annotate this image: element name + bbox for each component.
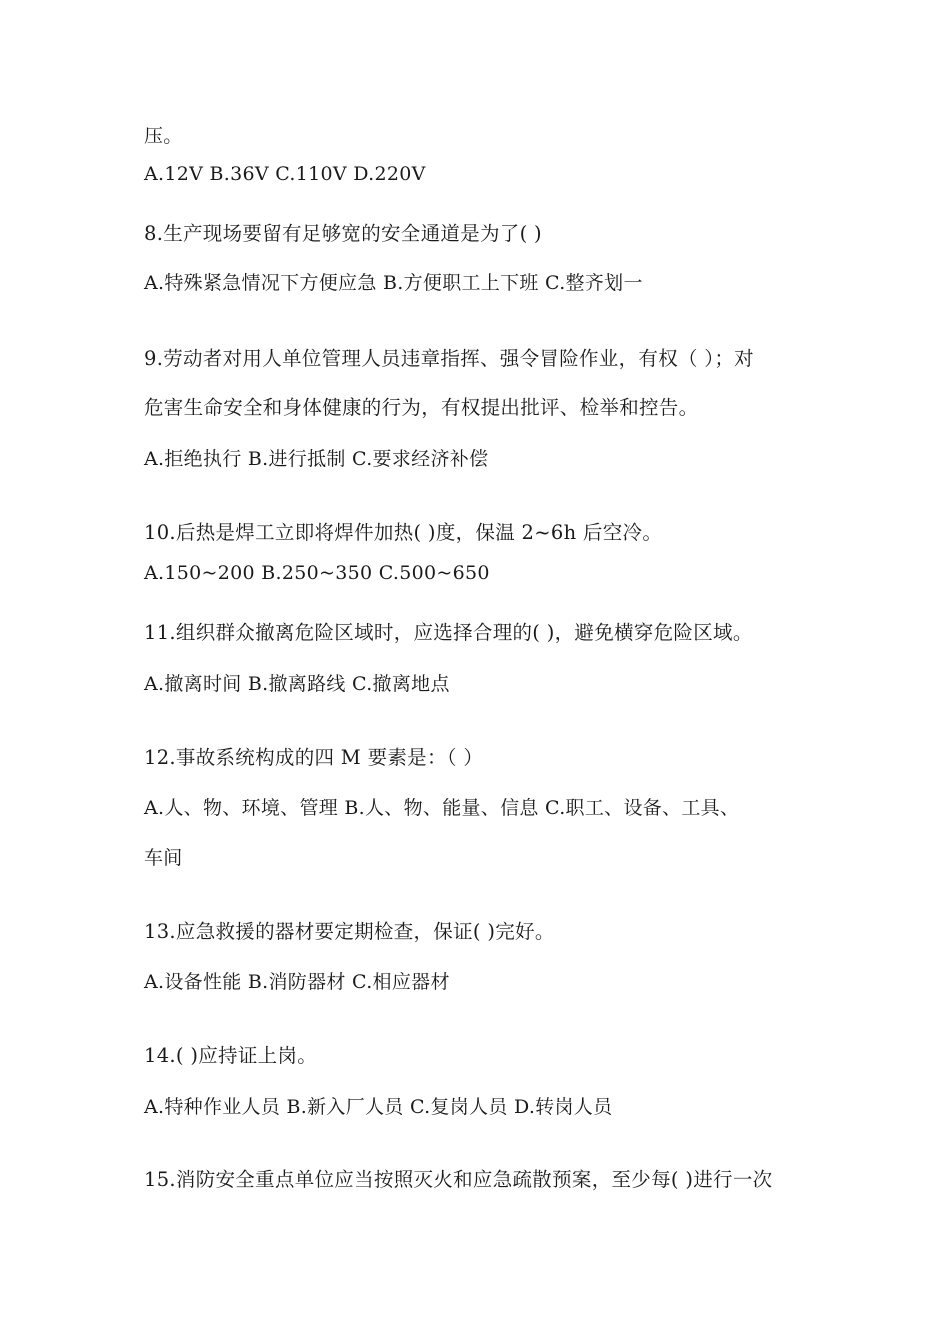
answer-options: A.拒绝执行 B.进行抵制 C.要求经济补偿 xyxy=(144,448,489,470)
question-9-continued: 危害生命安全和身体健康的行为，有权提出批评、检举和控告。 xyxy=(144,396,699,419)
answer-options: A.人、物、环境、管理 B.人、物、能量、信息 C.职工、设备、工具、 xyxy=(144,797,740,819)
question-15: 15.消防安全重点单位应当按照灭火和应急疏散预案，至少每( )进行一次 xyxy=(144,1168,773,1191)
answer-options: A.撤离时间 B.撤离路线 C.撤离地点 xyxy=(144,673,450,695)
question-11: 11.组织群众撤离危险区域时，应选择合理的( )，避免横穿危险区域。 xyxy=(144,621,753,644)
answer-options: A.150~200 B.250~350 C.500~650 xyxy=(144,562,490,584)
text-line: 压。 xyxy=(144,125,183,147)
question-13: 13.应急救援的器材要定期检查，保证( )完好。 xyxy=(144,920,555,943)
answer-options: A.特种作业人员 B.新入厂人员 C.复岗人员 D.转岗人员 xyxy=(144,1096,613,1118)
answer-options: A.特殊紧急情况下方便应急 B.方便职工上下班 C.整齐划一 xyxy=(144,272,643,294)
question-14: 14.( )应持证上岗。 xyxy=(144,1044,318,1067)
answer-options: A.12V B.36V C.110V D.220V xyxy=(144,163,426,185)
question-10: 10.后热是焊工立即将焊件加热( )度，保温 2~6h 后空冷。 xyxy=(144,521,663,544)
answer-options: A.设备性能 B.消防器材 C.相应器材 xyxy=(144,971,450,993)
answer-options-continued: 车间 xyxy=(144,847,183,869)
question-8: 8.生产现场要留有足够宽的安全通道是为了( ) xyxy=(144,222,542,245)
question-9: 9.劳动者对用人单位管理人员违章指挥、强令冒险作业，有权（ ）；对 xyxy=(144,347,754,370)
question-12: 12.事故系统构成的四 M 要素是：（ ） xyxy=(144,746,484,769)
